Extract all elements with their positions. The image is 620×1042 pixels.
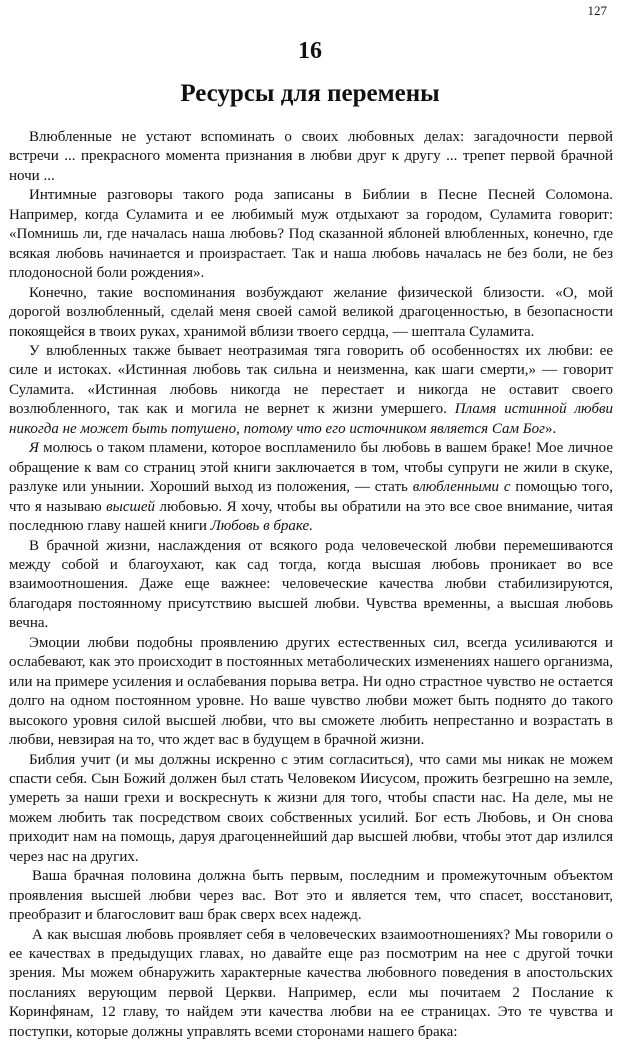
paragraph xyxy=(9,284,613,342)
chapter-title: Ресурсы для перемены xyxy=(180,80,440,107)
paragraph xyxy=(9,537,613,634)
paragraph xyxy=(9,751,613,868)
paragraph-italic-text: Я xyxy=(29,440,39,457)
paragraph xyxy=(9,926,613,1042)
paragraph-text: Эмоции любви подобны проявлению других естественных сил, всегда усиливаются и ослабевают, как это происходит в постоянных метаболических изменениях нашего организма, или на примере усиления и ослабевания порыва ветра. Ни одно страстное чувство не остается долго на одном постоянном уровне. Но ваше чувство любви может быть поднято до такого высокого уровня силой высшей любви, что вы сможете любить непрестанно и возрастать в любви, невзирая на то, что ждет вас в будущем в брачной жизни. xyxy=(9,634,613,749)
paragraph-text: В брачной жизни, наслаждения от всякого рода человеческой любви перемешиваются между собой и благоухают, как сад тогда, когда высшая любовь проникает во все взаимоотношения. Даже еще важнее: человеческие качества любви стабилизируются, благодаря постоянному присутствию высшей любви. Чувства временны, а высшая любовь вечна. xyxy=(9,537,613,632)
paragraph-text: молюсь о таком пламени, которое воспламенило бы любовь в вашем браке! Мое личное обращение к вам со страниц этой книги заключается в том, чтобы супруги не жили в скуке, разлуке или унынии. Хороший выход из положения, — стать xyxy=(9,440,613,496)
paragraph xyxy=(9,128,613,186)
paragraph-text: У влюбленных также бывает неотразимая тяга говорить об особенностях их любви: ее силе и истоках. «Истинная любовь так сильна и неизменна, как шаги смерти,» — говорит Суламита. «Истинная любовь никогда не перестает и никогда не оставит своего возлюбленного, так как и могила не вернет к жизни умершего. xyxy=(9,342,613,418)
paragraph-text: любовью. Я хочу, чтобы вы обратили на это все свое внимание, читая последнюю главу нашей книги xyxy=(9,498,613,535)
paragraph-text: ». xyxy=(545,420,557,437)
paragraph xyxy=(9,342,613,439)
paragraph-text: Влюбленные не устают вспоминать о своих любовных делах: загадочности первой встречи ... прекрасного момента признания в любви друг к другу ... трепет первой брачной ночи ... xyxy=(9,129,613,184)
paragraph xyxy=(9,867,613,925)
paragraph-italic-text: Любовь в браке. xyxy=(210,518,313,535)
paragraph xyxy=(9,186,613,283)
paragraph-text: А как высшая любовь проявляет себя в человеческих взаимоотношениях? Мы говорили о ее качествах в предыдущих главах, но давайте еще раз посмотрим на нее с другой точки зрения. Мы можем обнаружить характерные качества любовного поведения в апостольских посланиях верующим первой Церкви. Например, если мы почитаем 2 Послание к Коринфянам, 12 главу, то найдем эти качества любви на ее страницах. Это те чувства и поступки, которые должны управлять всеми сторонами нашего брака: xyxy=(9,926,613,1040)
paragraph-text: Интимные разговоры такого рода записаны в Библии в Песне Песней Соломона. Например, когда Суламита и ее любимый муж отдыхают за городом, Суламита говорит: «Помнишь ли, где началась наша любовь? Под сказанной яблоней влюбленных, конечно, где всякая любовь начинается и произрастает. Так и наша любовь началась не без боли, не без плодоносной боли рождения». xyxy=(9,187,613,282)
body-text xyxy=(9,128,613,1042)
chapter-number: 16 xyxy=(298,38,322,64)
paragraph xyxy=(9,634,613,751)
paragraph-text: Конечно, такие воспоминания возбуждают желание физической близости. «О, мой дорогой возлюбленный, сделай меня своей самой великой драгоценностью, в безопасности покоящейся в твоих руках, хранимой вблизи твоего сердца, — шептала Суламита. xyxy=(9,284,613,340)
page-number: 127 xyxy=(587,3,607,18)
paragraph-text: помощью того, что я называю xyxy=(9,479,614,515)
paragraph-italic-text: влюбленными с xyxy=(412,479,511,496)
paragraph-italic-text: высшей xyxy=(106,498,155,515)
paragraph xyxy=(9,439,613,536)
paragraph-italic-text: Пламя истинной любви никогда не может быть потушено, потому что его источником является Сам Бог xyxy=(9,401,613,437)
paragraph-text: Ваша брачная половина должна быть первым, последним и промежуточным объектом проявления высшей любви через вас. Вот это и является тем, что спасет, восстановит, преобразит и благословит ваш брак сверх всех надежд. xyxy=(9,868,613,924)
paragraph-text: Библия учит (и мы должны искренно с этим согласиться), что сами мы никак не можем спасти себя. Сын Божий должен был стать Человеком Иисусом, прожить безгрешно на земле, умереть за наши грехи и воскреснуть к жизни для того, чтобы спасти нас. На деле, мы не можем любить так посредством своих собственных усилий. Бог есть Любовь, и Он снова приходит нам на помощь, даруя драгоценнейший дар высшей любви, чтобы этот дар излился через нас на других. xyxy=(9,751,613,865)
